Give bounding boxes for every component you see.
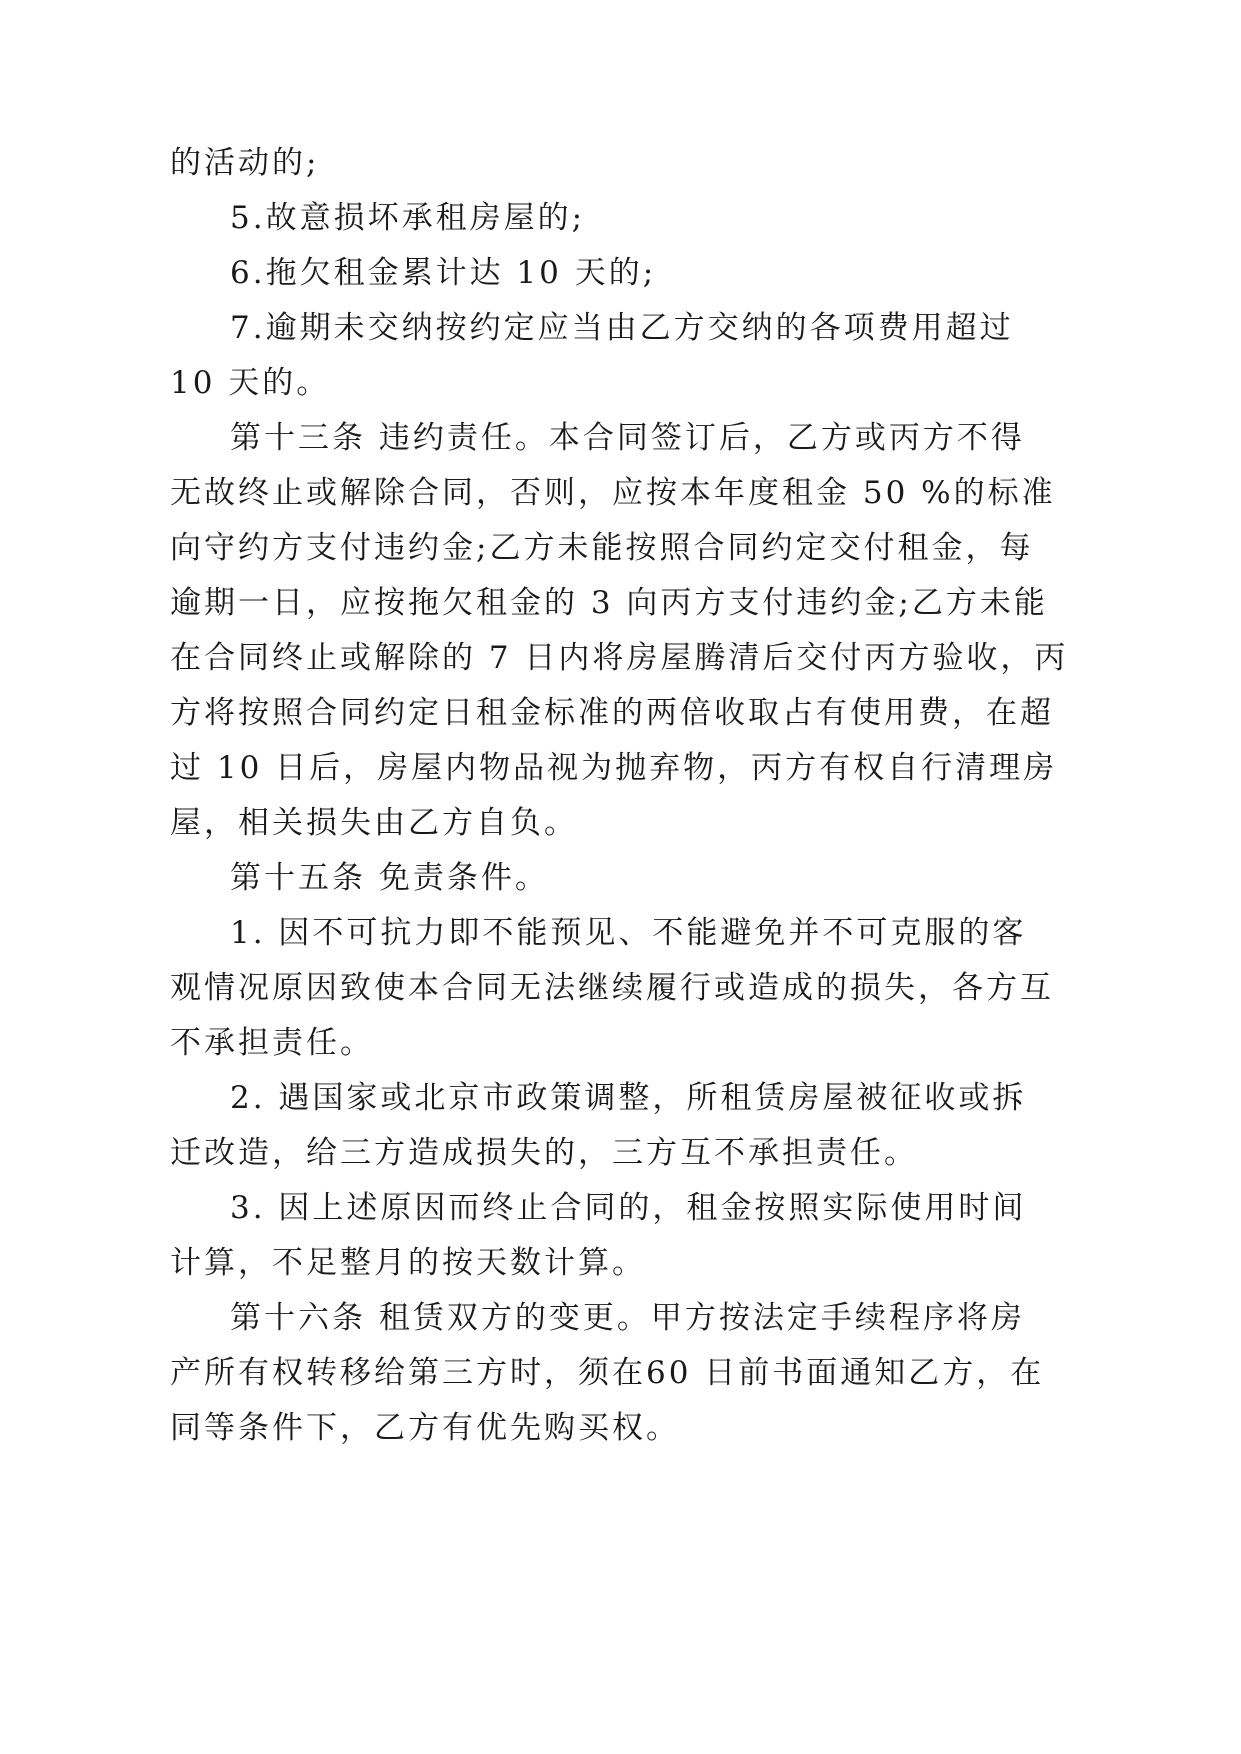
text-line: 第十六条 租赁双方的变更。甲方按法定手续程序将房	[230, 1300, 1025, 1336]
text-line: 屋，相关损失由乙方自负。	[170, 805, 578, 841]
text-line: 第十三条 违约责任。本合同签订后，乙方或丙方不得	[230, 420, 1025, 456]
text-line: 2. 遇国家或北京市政策调整，所租赁房屋被征收或拆	[230, 1080, 1027, 1116]
text-line: 计算，不足整月的按天数计算。	[170, 1245, 646, 1281]
text-line: 迁改造，给三方造成损失的，三方互不承担责任。	[170, 1135, 918, 1171]
text-line: 过 10 日后，房屋内物品视为抛弃物，丙方有权自行清理房	[170, 750, 1058, 786]
text-line: 不承担责任。	[170, 1025, 374, 1061]
text-line: 5.故意损坏承租房屋的;	[230, 200, 586, 236]
text-line: 7.逾期未交纳按约定应当由乙方交纳的各项费用超过	[230, 310, 1014, 346]
text-line: 6.拖欠租金累计达 10 天的;	[230, 255, 657, 291]
text-line: 同等条件下，乙方有优先购买权。	[170, 1410, 680, 1446]
text-line: 1. 因不可抗力即不能预见、不能避免并不可克服的客	[230, 915, 1027, 951]
text-line: 的活动的;	[170, 145, 320, 181]
text-line: 10 天的。	[170, 365, 331, 401]
text-line: 无故终止或解除合同，否则，应按本年度租金 50 %的标准	[170, 475, 1056, 511]
text-line: 观情况原因致使本合同无法继续履行或造成的损失，各方互	[170, 970, 1054, 1006]
text-line: 逾期一日，应按拖欠租金的 3 向丙方支付违约金;乙方未能	[170, 585, 1048, 621]
text-line: 方将按照合同约定日租金标准的两倍收取占有使用费，在超	[170, 695, 1054, 731]
text-line: 在合同终止或解除的 7 日内将房屋腾清后交付丙方验收，丙	[170, 640, 1069, 676]
text-line: 产所有权转移给第三方时，须在60 日前书面通知乙方，在	[170, 1355, 1045, 1391]
text-line: 向守约方支付违约金;乙方未能按照合同约定交付租金，每	[170, 530, 1034, 566]
text-line: 3. 因上述原因而终止合同的，租金按照实际使用时间	[230, 1190, 1027, 1226]
text-line: 第十五条 免责条件。	[230, 860, 549, 896]
